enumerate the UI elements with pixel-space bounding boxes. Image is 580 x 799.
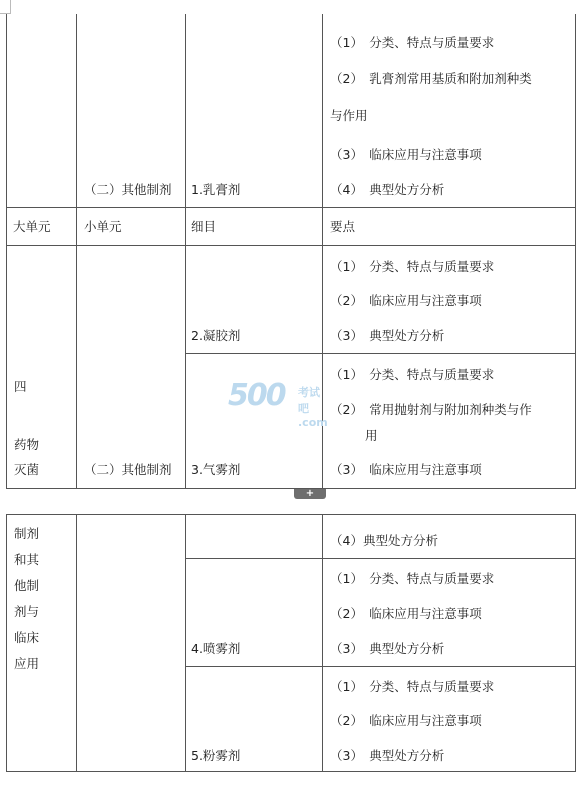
- point-text: （1） 分类、特点与质量要求: [330, 679, 495, 694]
- point-text: （2） 临床应用与注意事项: [330, 606, 482, 621]
- point-text: （1） 分类、特点与质量要求: [330, 367, 495, 382]
- detail-cell: 5.粉雾剂: [191, 748, 241, 763]
- header-detail: 细目: [191, 219, 217, 234]
- unit-cell-line: 和其: [14, 552, 40, 567]
- table-border: [6, 514, 7, 772]
- point-text: （1） 分类、特点与质量要求: [330, 571, 495, 586]
- table-border: [6, 771, 576, 772]
- unit-cell-line: 四: [14, 379, 27, 394]
- point-text: （2） 乳膏剂常用基质和附加剂种类: [330, 71, 532, 86]
- unit-cell-line: 临床: [14, 630, 40, 645]
- point-text: （2） 常用抛射剂与附加剂种类与作: [330, 402, 532, 417]
- table-border: [6, 14, 7, 489]
- detail-cell: 3.气雾剂: [191, 462, 241, 477]
- sub-unit-cell: （二）其他制剂: [84, 462, 172, 477]
- point-text: （1） 分类、特点与质量要求: [330, 259, 495, 274]
- point-text: （3） 典型处方分析: [330, 641, 445, 656]
- detail-cell: 4.喷雾剂: [191, 641, 241, 656]
- point-text: （3） 典型处方分析: [330, 748, 445, 763]
- page-corner-mark: [10, 0, 11, 14]
- unit-cell-line: 应用: [14, 656, 40, 671]
- table-border: [6, 488, 576, 489]
- sub-unit-cell: （二）其他制剂: [84, 182, 172, 197]
- table-border: [575, 514, 576, 772]
- table-border: [6, 207, 576, 208]
- point-text: （4） 典型处方分析: [330, 182, 445, 197]
- point-text: 用: [365, 428, 378, 443]
- table-border: [185, 514, 186, 772]
- header-sub-unit: 小单元: [84, 219, 122, 234]
- point-text: （2） 临床应用与注意事项: [330, 293, 482, 308]
- point-text: 与作用: [330, 108, 368, 123]
- header-points: 要点: [330, 219, 356, 234]
- table-border: [185, 666, 576, 667]
- unit-cell-line: 他制: [14, 578, 40, 593]
- point-text: （3） 典型处方分析: [330, 328, 445, 343]
- point-text: （4）典型处方分析: [330, 533, 438, 548]
- table-border: [322, 514, 323, 772]
- watermark-logo: [228, 378, 328, 429]
- unit-cell-line: 剂与: [14, 604, 40, 619]
- table-expand-handle[interactable]: +: [294, 489, 326, 499]
- watermark-number: 500: [228, 378, 285, 413]
- table-border: [76, 514, 77, 772]
- unit-cell-line: 制剂: [14, 526, 40, 541]
- table-border: [185, 353, 576, 354]
- header-major-unit: 大单元: [13, 219, 51, 234]
- table-border: [6, 514, 576, 515]
- table-border: [6, 245, 576, 246]
- detail-cell: 1.乳膏剂: [191, 182, 241, 197]
- detail-cell: 2.凝胶剂: [191, 328, 241, 343]
- unit-cell-line: 灭菌: [14, 462, 40, 477]
- table-border: [185, 558, 576, 559]
- unit-cell-line: 药物: [14, 437, 40, 452]
- watermark-site: 考试吧 .com: [298, 386, 328, 429]
- point-text: （1） 分类、特点与质量要求: [330, 35, 495, 50]
- table-border: [185, 14, 186, 489]
- table-border: [76, 14, 77, 489]
- table-border: [575, 14, 576, 489]
- point-text: （2） 临床应用与注意事项: [330, 713, 482, 728]
- point-text: （3） 临床应用与注意事项: [330, 147, 482, 162]
- point-text: （3） 临床应用与注意事项: [330, 462, 482, 477]
